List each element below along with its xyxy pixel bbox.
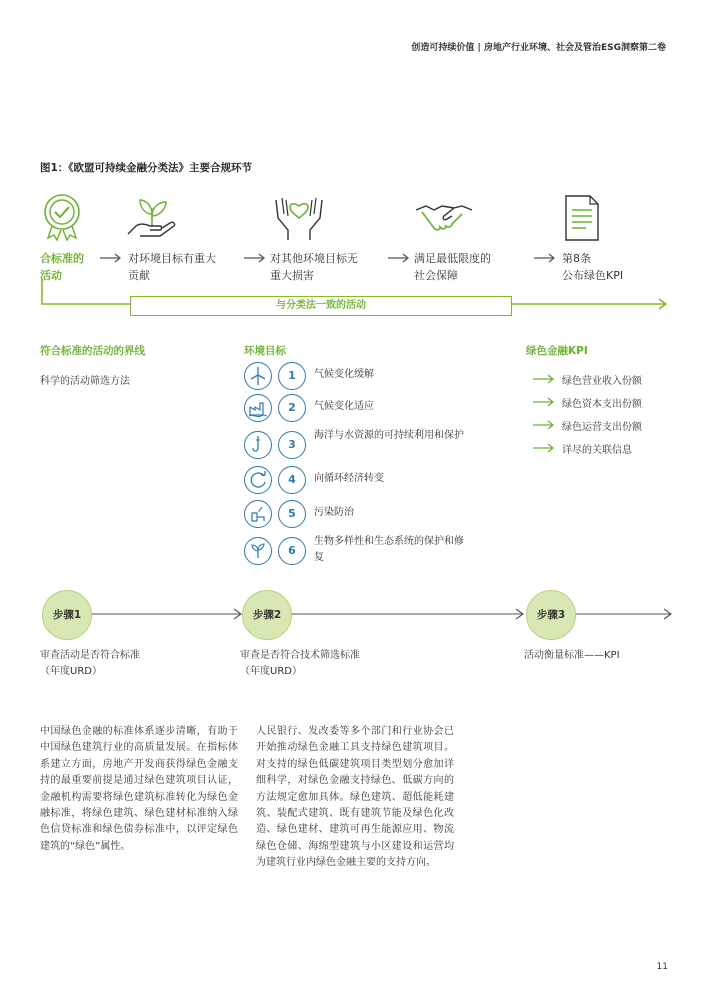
env-goals-heading: 环境目标 xyxy=(244,345,286,357)
env-goal-text: 气候变化适应 xyxy=(314,401,374,412)
hand-plant-icon xyxy=(126,196,178,242)
sprout-icon xyxy=(244,537,272,565)
env-goal-number: 4 xyxy=(278,466,306,494)
figure-title: 图1：《欧盟可持续金融分类法》主要合规环节 xyxy=(40,162,253,174)
env-goal-text: 生物多样性和生态系统的保护和修复 xyxy=(314,536,464,563)
step-2-circle: 步骤2 xyxy=(242,590,292,640)
stage-label-1: 合标准的 活动 xyxy=(40,252,84,282)
step-2-text: 审查是否符合技术筛选标准 （年度URD） xyxy=(240,650,360,677)
handshake-icon xyxy=(414,200,474,240)
aligned-activity-banner: 与分类法一致的活动 xyxy=(130,296,512,316)
env-goal-number: 2 xyxy=(278,394,306,422)
stage-label-5: 第8条 公布绿色KPI xyxy=(562,252,624,282)
step-3-circle: 步骤3 xyxy=(526,590,576,640)
water-hook-icon xyxy=(244,431,272,459)
env-goal-number: 3 xyxy=(278,431,306,459)
paragraph-right: 人民银行、发改委等多个部门和行业协会已开始推动绿色金融工具支持绿色建筑项目。对支持的绿色低碳建筑项目类型划分愈加详细科学，对绿色金融支持绿色、低碳方向的方法规定愈加具体。绿色建筑、超低能耗建筑、装配式建筑、既有建筑节能及绿色化改造、绿色建材、建筑可再生能源应用、物流绿色仓储、海绵型建筑与小区建设和运营均为建筑行业内绿色金融主要的支持方向。 xyxy=(256,726,454,869)
kpi-heading: 绿色金融KPI xyxy=(526,345,588,357)
stage-label-2: 对环境目标有重大 贡献 xyxy=(128,252,216,282)
stage-arrow-4 xyxy=(532,252,558,264)
stage-label-4: 满足最低限度的 社会保障 xyxy=(414,252,491,282)
stage-arrow-2 xyxy=(242,252,268,264)
env-goal-text: 气候变化缓解 xyxy=(314,369,374,380)
document-icon xyxy=(562,194,602,242)
arrow-right-icon xyxy=(532,374,556,384)
hands-heart-icon xyxy=(272,194,326,242)
running-header: 创造可持续价值 | 房地产行业环境、社会及管治ESG洞察第二卷 xyxy=(411,43,666,53)
env-goal-number: 1 xyxy=(278,362,306,390)
step-connector xyxy=(40,590,680,638)
step-1-text: 审查活动是否符合标准 （年度URD） xyxy=(40,650,140,677)
stage-arrow-3 xyxy=(386,252,412,264)
arrow-right-icon xyxy=(532,443,556,453)
step-1-circle: 步骤1 xyxy=(42,590,92,640)
env-goal-number: 6 xyxy=(278,537,306,565)
step-3-text: 活动衡量标准——KPI xyxy=(524,650,620,661)
paragraph-left: 中国绿色金融的标准体系逐步清晰，有助于中国绿色建筑行业的高质量发展。在指标体系建立方面，房地产开发商获得绿色金融支持的最重要前提是通过绿色建筑项目认证，金融机构需要将绿色建筑标准转化为绿色金融标准，将绿色建筑、绿色建材标准纳入绿色信贷标准和绿色债券标准中，以评定绿色建筑的“绿色”属性。 xyxy=(40,726,238,852)
recycle-icon xyxy=(244,466,272,494)
boundary-text: 科学的活动筛选方法 xyxy=(40,376,130,387)
boundary-heading: 符合标准的活动的界线 xyxy=(40,345,145,357)
pollution-icon xyxy=(244,500,272,528)
page-number: 11 xyxy=(656,962,668,972)
env-goal-text: 海洋与水资源的可持续利用和保护 xyxy=(314,430,464,441)
wind-turbine-icon xyxy=(244,362,272,390)
badge-check-icon xyxy=(40,192,84,242)
arrow-right-icon xyxy=(532,420,556,430)
env-goal-text: 向循环经济转变 xyxy=(314,473,384,484)
arrow-right-icon xyxy=(532,397,556,407)
stage-arrow-1 xyxy=(98,252,124,264)
factory-icon xyxy=(244,394,272,422)
env-goal-text: 污染防治 xyxy=(314,507,354,518)
env-goal-number: 5 xyxy=(278,500,306,528)
stage-label-3: 对其他环境目标无 重大损害 xyxy=(270,252,358,282)
